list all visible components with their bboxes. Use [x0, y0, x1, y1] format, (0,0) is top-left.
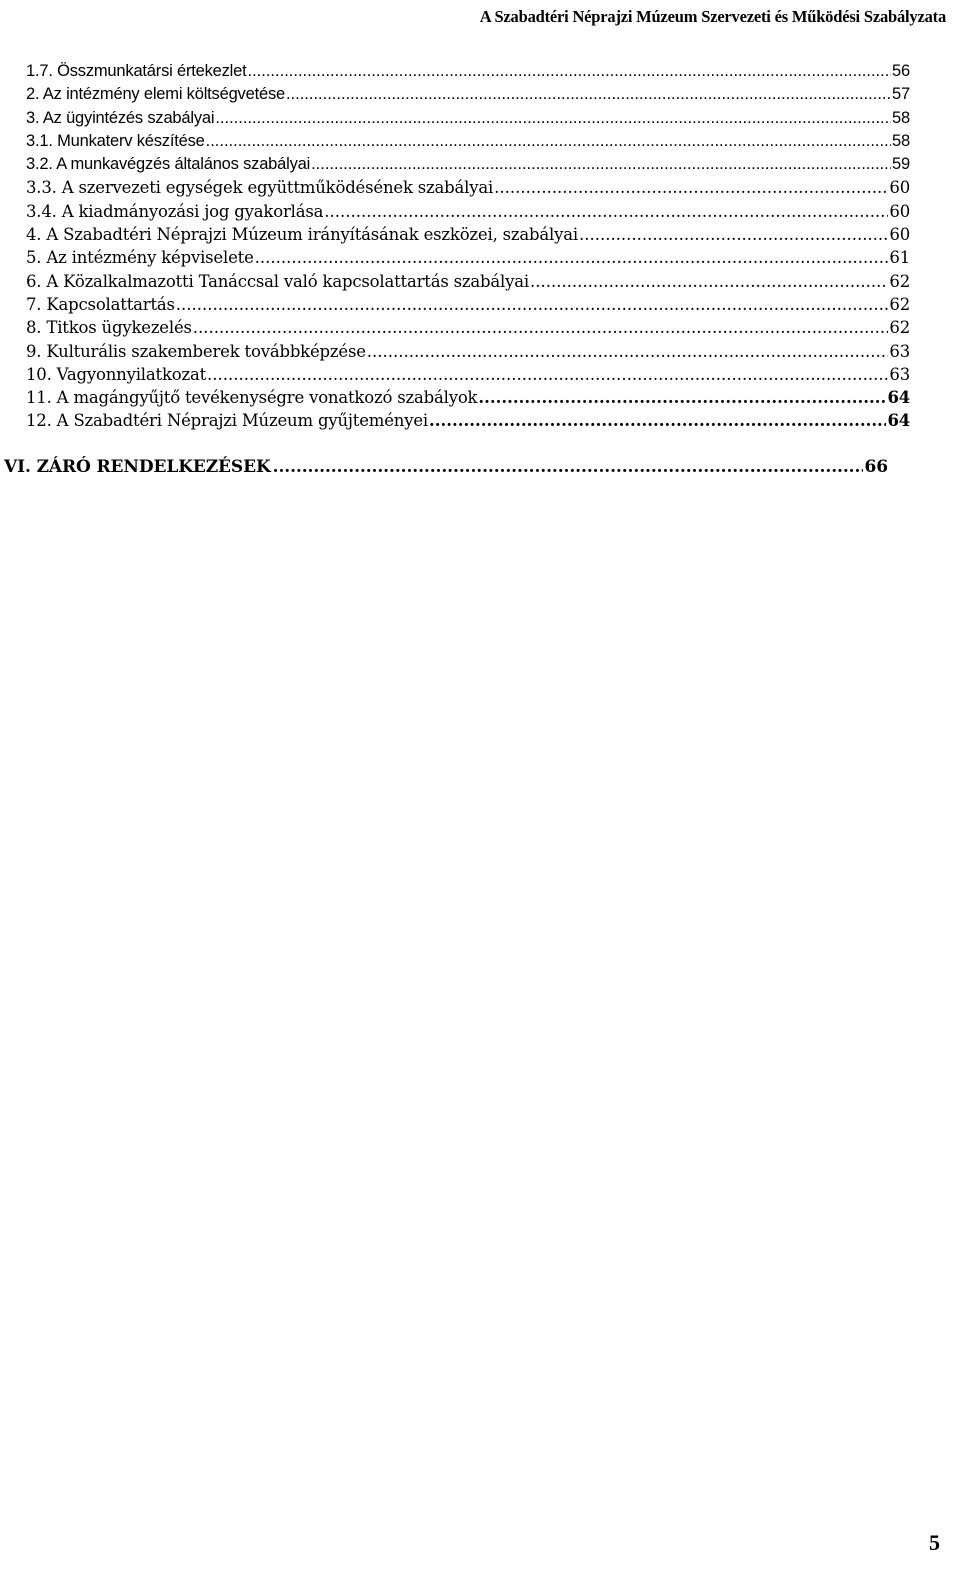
- toc-entry-page: 63: [889, 341, 910, 361]
- toc-leader-dots: [367, 340, 889, 363]
- toc-leader-dots: [324, 200, 888, 223]
- toc-entry-label: 3.2. A munkavégzés általános szabályai: [26, 155, 311, 174]
- toc-entry-page: 56: [892, 62, 910, 80]
- toc-entry-label: 11. A magángyűjtő tevékenységre vonatkozó szabályok: [26, 388, 478, 408]
- toc-entry[interactable]: [26, 409, 910, 432]
- running-header: A Szabadtéri Néprajzi Múzeum Szervezeti és Működési Szabályzata: [479, 7, 946, 26]
- toc-entry[interactable]: [26, 153, 910, 176]
- toc-leader-dots: [207, 363, 888, 386]
- toc-entry[interactable]: [26, 293, 910, 316]
- toc-entry-page: 62: [889, 271, 910, 291]
- toc-entry[interactable]: [26, 107, 910, 130]
- toc-entry[interactable]: [26, 176, 910, 199]
- toc-entry-page: 63: [889, 364, 910, 384]
- toc-entry-page: 64: [887, 388, 910, 408]
- toc-entry[interactable]: [26, 340, 910, 363]
- toc-entry-label: 3.4. A kiadmányozási jog gyakorlása: [26, 201, 324, 221]
- toc-entry-page: 59: [892, 155, 910, 174]
- toc-leader-dots: [286, 83, 891, 106]
- toc-entry-label: 3. Az ügyintézés szabályai: [26, 108, 215, 127]
- toc-leader-dots: [429, 409, 886, 432]
- toc-leader-dots: [311, 153, 891, 176]
- toc-entry-label: 4. A Szabadtéri Néprajzi Múzeum irányításának eszközei, szabályai: [26, 225, 578, 245]
- toc-entry-page: 60: [889, 201, 910, 221]
- toc-entry-label: 5. Az intézmény képviselete: [26, 248, 254, 268]
- toc-entry-label: 3.3. A szervezeti egységek együttműködésének szabályai: [26, 178, 494, 198]
- toc-entry[interactable]: [26, 270, 910, 293]
- toc-entry-page: 62: [889, 318, 910, 338]
- toc-section-label: VI. ZÁRÓ RENDELKEZÉSEK: [4, 457, 271, 477]
- toc-entry-page: 60: [889, 225, 910, 245]
- toc-entry-page: 58: [892, 131, 910, 150]
- toc-entry-page: 60: [889, 178, 910, 198]
- toc-entry[interactable]: [26, 60, 910, 83]
- toc-entry-label: 9. Kulturális szakemberek továbbképzése: [26, 341, 366, 361]
- toc-entry[interactable]: [26, 246, 910, 269]
- toc-leader-dots: [176, 293, 889, 316]
- toc-entry[interactable]: [26, 386, 910, 409]
- toc-section-page: 66: [864, 457, 888, 477]
- toc-section-heading[interactable]: [4, 455, 888, 479]
- toc-leader-dots: [193, 316, 889, 339]
- table-of-contents: [26, 60, 910, 433]
- toc-entry[interactable]: [26, 363, 910, 386]
- toc-leader-dots: [255, 246, 889, 269]
- toc-leader-dots: [215, 107, 891, 130]
- toc-entry-label: 10. Vagyonnyilatkozat: [26, 364, 207, 384]
- toc-entry[interactable]: [26, 200, 910, 223]
- toc-entry[interactable]: [26, 223, 910, 246]
- toc-leader-dots: [273, 455, 863, 479]
- toc-leader-dots: [494, 176, 888, 199]
- toc-entry-page: 57: [892, 85, 910, 104]
- toc-entry-page: 61: [889, 248, 910, 268]
- toc-entry[interactable]: [26, 83, 910, 106]
- toc-leader-dots: [206, 130, 891, 153]
- toc-entry[interactable]: [26, 130, 910, 153]
- toc-entry-label: 8. Titkos ügykezelés: [26, 318, 192, 338]
- toc-entry-label: 6. A Közalkalmazotti Tanáccsal való kapcsolattartás szabályai: [26, 271, 529, 291]
- page-number: 5: [929, 1530, 940, 1555]
- toc-leader-dots: [579, 223, 888, 246]
- toc-leader-dots: [248, 60, 892, 83]
- toc-entry-page: 64: [887, 411, 910, 431]
- toc-entry-label: 2. Az intézmény elemi költségvetése: [26, 85, 285, 104]
- toc-entry-label: 1.7. Összmunkatársi értekezlet: [26, 62, 247, 80]
- toc-entry-page: 58: [892, 108, 910, 127]
- toc-entry-label: 12. A Szabadtéri Néprajzi Múzeum gyűjteményei: [26, 411, 428, 431]
- toc-entry-label: 7. Kapcsolattartás: [26, 294, 175, 314]
- toc-leader-dots: [530, 270, 888, 293]
- toc-entry-label: 3.1. Munkaterv készítése: [26, 131, 205, 150]
- toc-entry-page: 62: [889, 294, 910, 314]
- toc-leader-dots: [478, 386, 886, 409]
- toc-entry[interactable]: [26, 316, 910, 339]
